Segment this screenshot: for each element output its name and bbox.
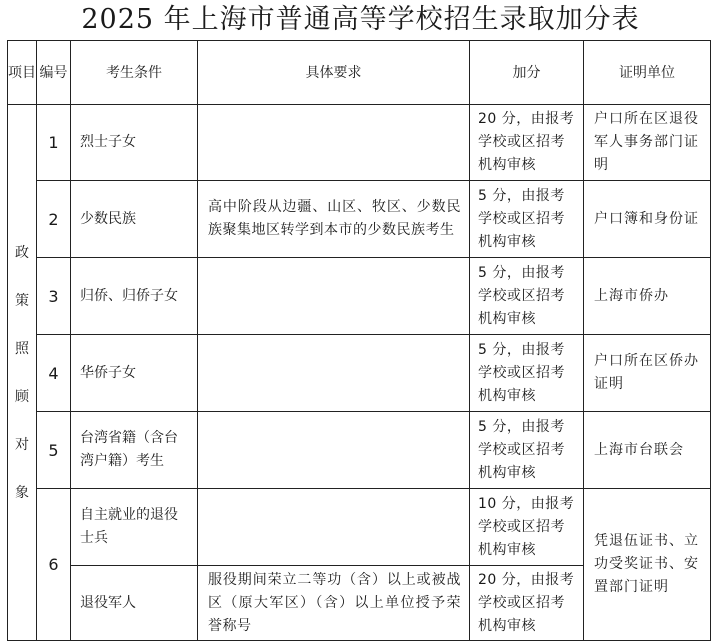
condition-cell: 华侨子女	[71, 335, 198, 412]
header-requirement: 具体要求	[198, 41, 470, 105]
bonus-table	[7, 40, 711, 641]
bonus-cell: 20 分，由报考学校或区招考机构审核	[470, 566, 584, 641]
row-number: 3	[37, 258, 71, 335]
header-condition: 考生条件	[71, 41, 198, 105]
category-char: 对	[15, 436, 29, 453]
page-title: 2025 年上海市普通高等学校招生录取加分表	[81, 4, 640, 35]
condition-cell: 烈士子女	[71, 105, 198, 181]
requirement-cell: 服役期间荣立二等功（含）以上或被战区（原大军区）（含）以上单位授予荣誉称号	[198, 566, 470, 641]
requirement-cell	[198, 105, 470, 181]
row-number: 5	[37, 412, 71, 489]
table-row	[8, 489, 711, 566]
category-char: 策	[15, 292, 29, 309]
header-number: 编号	[37, 41, 71, 105]
bonus-cell: 5 分，由报考学校或区招考机构审核	[470, 412, 584, 489]
requirement-cell	[198, 489, 470, 566]
condition-cell: 少数民族	[71, 181, 198, 258]
bonus-cell: 20 分，由报考学校或区招考机构审核	[470, 105, 584, 181]
category-char: 顾	[15, 388, 29, 405]
bonus-cell: 5 分，由报考学校或区招考机构审核	[470, 258, 584, 335]
requirement-cell	[198, 412, 470, 489]
row-number: 1	[37, 105, 71, 181]
proof-cell: 户口所在区侨办证明	[584, 335, 711, 412]
table-row	[8, 412, 711, 489]
bonus-cell: 5 分，由报考学校或区招考机构审核	[470, 181, 584, 258]
requirement-cell	[198, 335, 470, 412]
proof-cell: 凭退伍证书、立功受奖证书、安置部门证明	[584, 489, 711, 641]
header-proof: 证明单位	[584, 41, 711, 105]
proof-cell: 上海市侨办	[584, 258, 711, 335]
header-item: 项目	[8, 41, 37, 105]
bonus-cell: 10 分，由报考学校或区招考机构审核	[470, 489, 584, 566]
condition-cell: 台湾省籍（含台湾户籍）考生	[71, 412, 198, 489]
category-char: 政	[15, 244, 29, 261]
table-row	[8, 105, 711, 181]
category-cell	[8, 105, 37, 641]
table-row	[8, 181, 711, 258]
bonus-cell: 5 分，由报考学校或区招考机构审核	[470, 335, 584, 412]
condition-cell: 自主就业的退役士兵	[71, 489, 198, 566]
requirement-cell	[198, 258, 470, 335]
requirement-cell: 高中阶段从边疆、山区、牧区、少数民族聚集地区转学到本市的少数民族考生	[198, 181, 470, 258]
condition-cell: 退役军人	[71, 566, 198, 641]
proof-cell: 户口所在区退役军人事务部门证明	[584, 105, 711, 181]
header-bonus: 加分	[470, 41, 584, 105]
proof-cell: 上海市台联会	[584, 412, 711, 489]
condition-cell: 归侨、归侨子女	[71, 258, 198, 335]
category-char: 照	[15, 340, 29, 357]
row-number: 2	[37, 181, 71, 258]
table-row	[8, 258, 711, 335]
row-number: 6	[37, 489, 71, 641]
table-header-row	[8, 41, 711, 105]
table-row	[8, 335, 711, 412]
category-char: 象	[15, 484, 29, 501]
row-number: 4	[37, 335, 71, 412]
proof-cell: 户口簿和身份证	[584, 181, 711, 258]
